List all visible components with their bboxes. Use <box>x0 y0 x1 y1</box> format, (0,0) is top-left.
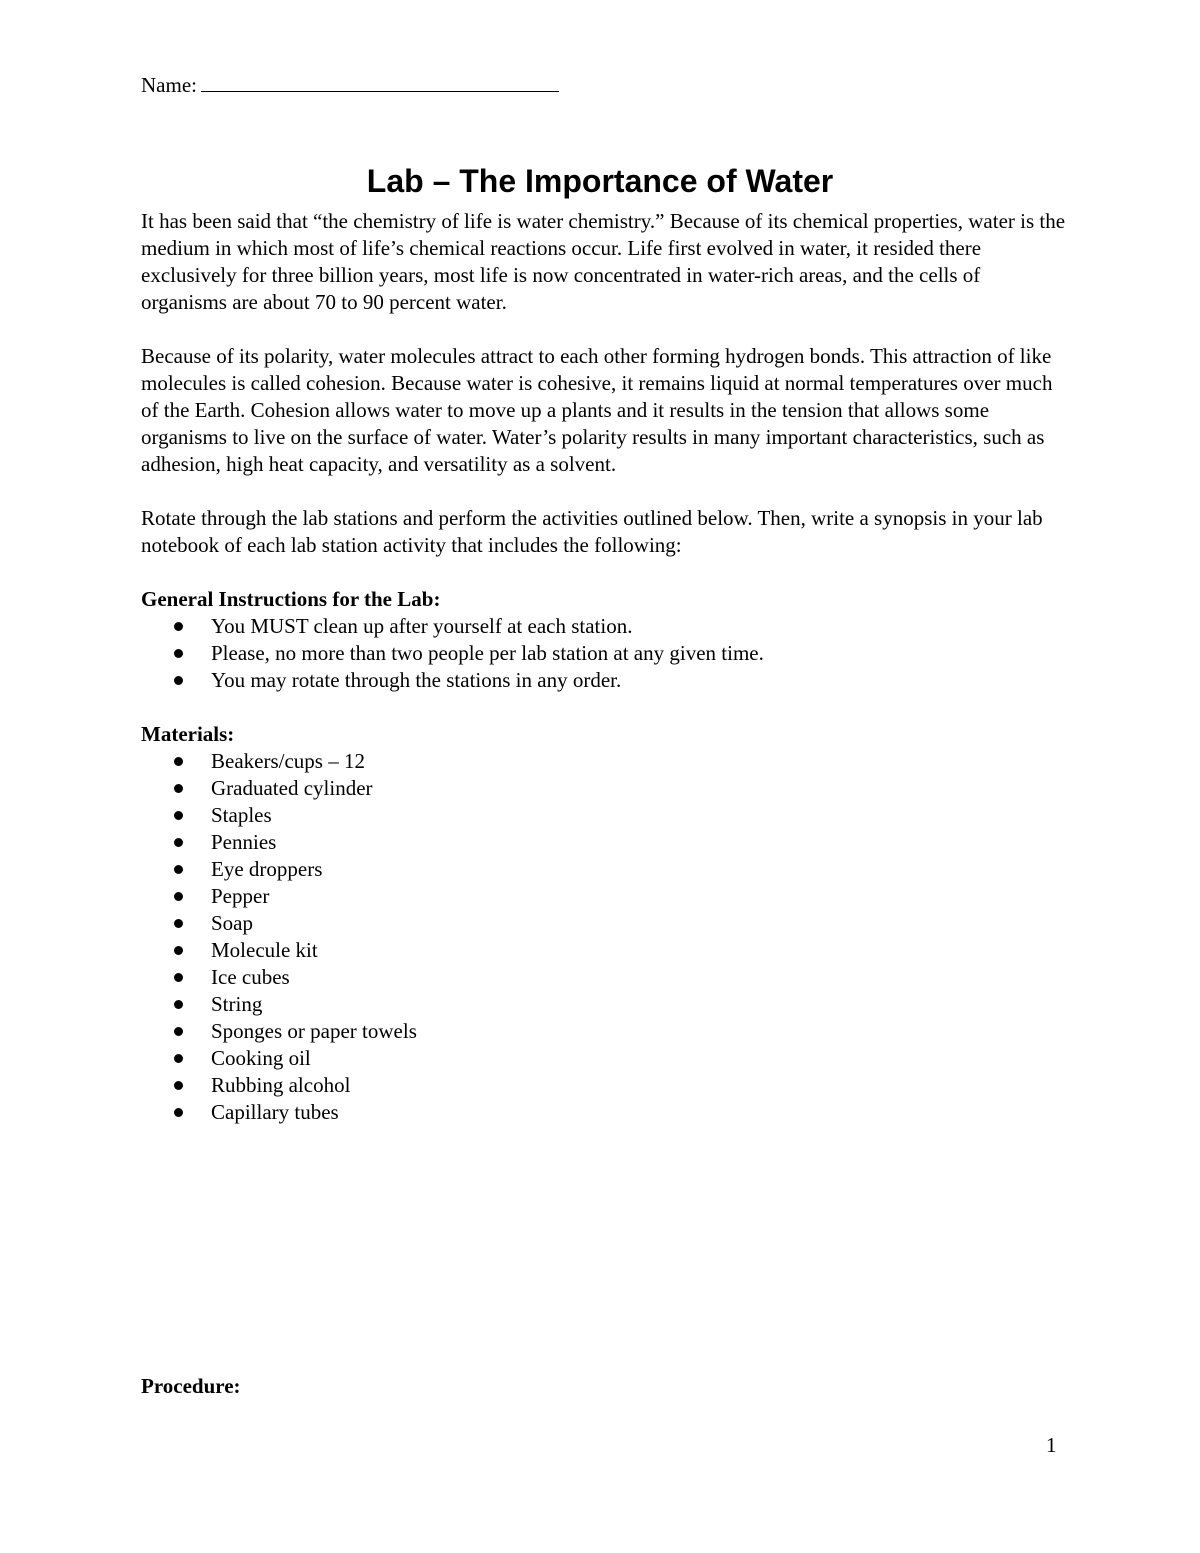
bullet-icon <box>174 1081 183 1090</box>
list-item-text: Molecule kit <box>211 938 318 962</box>
rotation-paragraph: Rotate through the lab stations and perform the activities outlined below. Then, write a synopsis in your lab notebook of each lab station activity that includes the following: <box>141 506 1043 557</box>
bullet-icon <box>174 1108 183 1117</box>
list-item <box>141 1018 1071 1045</box>
materials-heading: Materials: <box>141 722 235 746</box>
list-item <box>141 937 1071 964</box>
list-item <box>141 613 1071 640</box>
list-item <box>141 1045 1071 1072</box>
list-item-text: Please, no more than two people per lab station at any given time. <box>211 641 764 665</box>
list-item <box>141 910 1071 937</box>
procedure-heading: Procedure: <box>141 1374 241 1398</box>
list-item <box>141 640 1071 667</box>
list-item <box>141 991 1071 1018</box>
general-instructions-heading: General Instructions for the Lab: <box>141 587 441 611</box>
list-item-text: Pennies <box>211 830 277 854</box>
document-title: Lab – The Importance of Water <box>366 163 834 200</box>
materials-list <box>141 748 1071 1126</box>
list-item-text: Capillary tubes <box>211 1100 339 1124</box>
list-item <box>141 802 1071 829</box>
list-item <box>141 829 1071 856</box>
bullet-icon <box>174 838 183 847</box>
list-item-text: Staples <box>211 803 272 827</box>
list-item-text: Eye droppers <box>211 857 323 881</box>
bullet-icon <box>174 865 183 874</box>
bullet-icon <box>174 1027 183 1036</box>
list-item-text: You may rotate through the stations in any order. <box>211 668 622 692</box>
list-item-text: Beakers/cups – 12 <box>211 749 365 773</box>
bullet-icon <box>174 811 183 820</box>
list-item-text: String <box>211 992 263 1016</box>
bullet-icon <box>174 1000 183 1009</box>
list-item-text: Soap <box>211 911 253 935</box>
bullet-icon <box>174 892 183 901</box>
list-item <box>141 775 1071 802</box>
list-item-text: Pepper <box>211 884 270 908</box>
name-field <box>141 72 559 98</box>
polarity-paragraph: Because of its polarity, water molecules attract to each other forming hydrogen bonds. This attraction of like molecules is called cohesion. Because water is cohesive, it remains liquid at normal temperatures over much of the Earth. Cohesion allows water to move up a plants and it results in the tension that allows some organisms to live on the surface of water. Water’s polarity results in many important characteristics, such as adhesion, high heat capacity, and versatility as a solvent. <box>141 344 1053 476</box>
bullet-icon <box>174 784 183 793</box>
list-item <box>141 748 1071 775</box>
bullet-icon <box>174 919 183 928</box>
bullet-icon <box>174 622 183 631</box>
list-item <box>141 667 1071 694</box>
list-item <box>141 856 1071 883</box>
general-instructions-list <box>141 613 1071 694</box>
name-blank-line <box>201 73 559 92</box>
list-item-text: Sponges or paper towels <box>211 1019 417 1043</box>
document-body <box>141 208 1071 1153</box>
bullet-icon <box>174 946 183 955</box>
list-item-text: Ice cubes <box>211 965 290 989</box>
bullet-icon <box>174 649 183 658</box>
bullet-icon <box>174 757 183 766</box>
list-item-text: Rubbing alcohol <box>211 1073 351 1097</box>
bullet-icon <box>174 973 183 982</box>
list-item <box>141 964 1071 991</box>
list-item <box>141 1099 1071 1126</box>
name-label: Name: <box>141 73 197 97</box>
list-item <box>141 1072 1071 1099</box>
list-item-text: Cooking oil <box>211 1046 311 1070</box>
bullet-icon <box>174 676 183 685</box>
list-item <box>141 883 1071 910</box>
intro-paragraph: It has been said that “the chemistry of life is water chemistry.” Because of its chemical properties, water is the medium in which most of life’s chemical reactions occur. Life first evolved in water, it resided there exclusively for three billion years, most life is now concentrated in water-rich areas, and the cells of organisms are about 70 to 90 percent water. <box>141 209 1066 314</box>
list-item-text: You MUST clean up after yourself at each station. <box>211 614 633 638</box>
list-item-text: Graduated cylinder <box>211 776 373 800</box>
bullet-icon <box>174 1054 183 1063</box>
page-number: 1 <box>1046 1433 1057 1457</box>
